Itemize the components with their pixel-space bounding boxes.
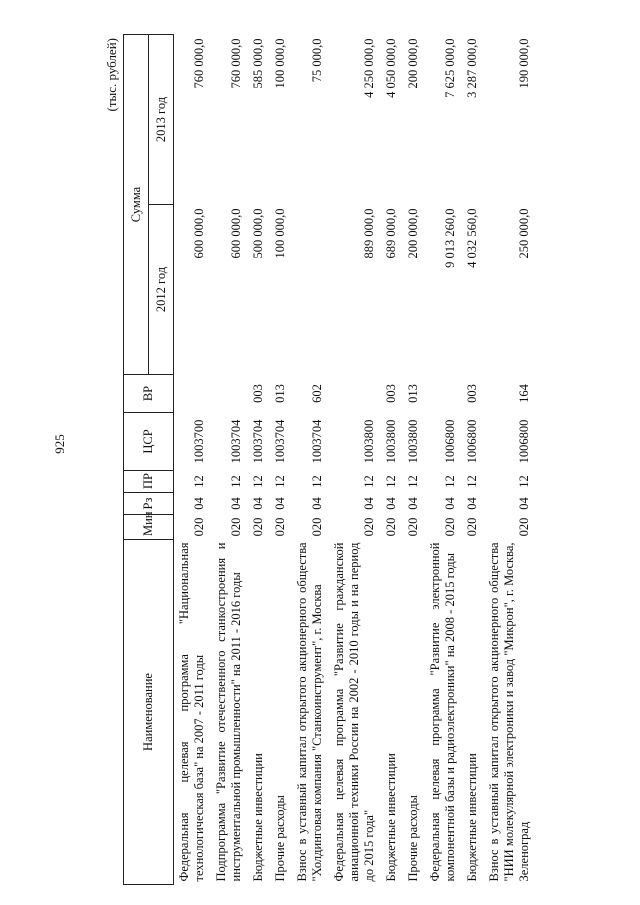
row-rz: 04	[229, 497, 243, 510]
header-min: Мин	[124, 515, 174, 540]
row-pr: 12	[384, 475, 398, 488]
row-name: Бюджетные инвестиции	[251, 753, 265, 882]
row-pr: 12	[229, 475, 243, 488]
row-name: Федеральная целевая программа "Развитие электронной компонентной базы и радиоэлектроники" на 2008 - 2015 годы	[428, 542, 457, 882]
row-amount-2012	[292, 205, 329, 375]
row-amount-2013: 760 000,0	[192, 38, 206, 89]
row-min: 020	[251, 517, 265, 537]
row-amount-2013: 4 250 000,0	[362, 38, 376, 98]
row-csr: 1003704	[251, 419, 265, 464]
row-csr: 1003800	[406, 419, 420, 464]
row-amount-2013: 585 000,0	[251, 38, 265, 89]
row-csr: 1006800	[443, 419, 457, 464]
row-amount-2013: 100 000,0	[273, 38, 287, 89]
header-year-2012: 2012 год	[149, 205, 174, 375]
row-rz: 04	[465, 497, 479, 510]
row-amount-2012: 500 000,0	[251, 208, 265, 259]
row-name: Взнос в уставный капитал открытого акционерного общества "Холдинговая компания "Станкоинструмент", г. Москва	[295, 542, 324, 882]
row-csr: 1003800	[362, 419, 376, 464]
row-amount-2012: 600 000,0	[229, 208, 243, 259]
row-amount-2012: 9 013 260,0	[443, 208, 457, 268]
row-rz: 04	[443, 497, 457, 510]
table-row	[211, 35, 248, 885]
row-amount-2013: 200 000,0	[406, 38, 420, 89]
row-pr: 12	[192, 475, 206, 488]
header-rz: Рз	[124, 493, 174, 515]
row-min: 020	[465, 517, 479, 537]
table-row	[292, 35, 329, 885]
row-rz: 04	[517, 497, 531, 510]
row-amount-2013: 760 000,0	[229, 38, 243, 89]
row-name: Федеральная целевая программа "Развитие гражданской авиационной техники России на 2002 - 2010 годы и на период до 2015 года"	[332, 542, 376, 882]
table-row	[403, 35, 425, 885]
header-sum: Сумма	[124, 35, 149, 375]
page-number: 925	[52, 434, 67, 454]
row-pr: 12	[517, 475, 531, 488]
row-min: 020	[192, 517, 206, 537]
row-amount-2013: 75 000,0	[310, 38, 324, 83]
row-min: 020	[406, 517, 420, 537]
header-year-2013: 2013 год	[149, 35, 174, 205]
row-name: Взнос в уставный капитал открытого акционерного общества "НИИ молекулярной электроники и завод "Микрон", г. Москва, Зеленоград	[487, 542, 531, 882]
row-csr: 1006800	[517, 419, 531, 464]
row-pr: 12	[310, 475, 324, 488]
row-name: Бюджетные инвестиции	[465, 753, 479, 882]
row-name: Бюджетные инвестиции	[384, 753, 398, 882]
row-amount-2012: 100 000,0	[273, 208, 287, 259]
row-min: 020	[517, 517, 531, 537]
table-row	[270, 35, 292, 885]
header-name: Наименование	[124, 540, 174, 885]
row-name: Федеральная целевая программа "Национальная технологическая база" на 2007 - 2011 годы	[177, 542, 206, 882]
row-pr: 12	[443, 475, 457, 488]
table-row	[462, 35, 484, 885]
row-vr: 003	[384, 384, 398, 403]
row-amount-2012: 200 000,0	[406, 208, 420, 259]
row-amount-2012: 689 000,0	[384, 208, 398, 259]
row-vr	[425, 375, 462, 413]
row-vr: 164	[517, 384, 531, 403]
row-pr: 12	[406, 475, 420, 488]
units-note: (тыс. рублей)	[104, 38, 119, 112]
row-rz: 04	[273, 497, 287, 510]
header-csr: ЦСР	[124, 413, 174, 471]
row-min: 020	[273, 517, 287, 537]
header-vr: ВР	[124, 375, 174, 413]
row-amount-2012: 250 000,0	[517, 208, 531, 259]
row-csr: 1006800	[465, 419, 479, 464]
row-vr	[174, 375, 212, 413]
row-pr: 12	[273, 475, 287, 488]
table-row	[248, 35, 270, 885]
rotated-page-content	[105, 35, 560, 885]
row-rz: 04	[384, 497, 398, 510]
row-min: 020	[362, 517, 376, 537]
row-vr: 003	[251, 384, 265, 403]
row-vr: 013	[273, 384, 287, 403]
row-csr: 1003704	[310, 419, 324, 464]
table-header	[124, 35, 174, 885]
row-pr: 12	[362, 475, 376, 488]
row-rz: 04	[310, 497, 324, 510]
row-pr: 12	[465, 475, 479, 488]
row-rz: 04	[192, 497, 206, 510]
row-amount-2013: 190 000,0	[517, 38, 531, 89]
row-rz: 04	[251, 497, 265, 510]
row-csr: 1003700	[192, 419, 206, 464]
row-min: 020	[384, 517, 398, 537]
row-rz: 04	[362, 497, 376, 510]
row-amount-2013: 7 625 000,0	[443, 38, 457, 98]
row-csr: 1003704	[273, 419, 287, 464]
row-vr	[211, 375, 248, 413]
row-min: 020	[310, 517, 324, 537]
table-row	[381, 35, 403, 885]
row-min: 020	[229, 517, 243, 537]
row-pr: 12	[251, 475, 265, 488]
row-amount-2013: 3 287 000,0	[465, 38, 479, 98]
row-csr: 1003704	[229, 419, 243, 464]
row-name: Прочие расходы	[406, 795, 420, 882]
row-csr: 1003800	[384, 419, 398, 464]
row-vr: 602	[310, 384, 324, 403]
table-row	[425, 35, 462, 885]
row-min: 020	[443, 517, 457, 537]
table-row	[484, 35, 536, 885]
budget-table	[123, 34, 536, 885]
row-amount-2012: 600 000,0	[192, 208, 206, 259]
row-name: Прочие расходы	[273, 795, 287, 882]
row-amount-2013: 4 050 000,0	[384, 38, 398, 98]
table-body	[174, 35, 537, 885]
row-rz: 04	[406, 497, 420, 510]
row-name: Подпрограмма "Развитие отечественного станкостроения и инструментальной промышленности" на 2011 - 2016 годы	[214, 542, 243, 882]
row-vr	[329, 375, 381, 413]
table-row	[329, 35, 381, 885]
row-vr: 013	[406, 384, 420, 403]
row-vr: 003	[465, 384, 479, 403]
row-amount-2012: 889 000,0	[362, 208, 376, 259]
table-row	[174, 35, 212, 885]
row-amount-2012: 4 032 560,0	[465, 208, 479, 268]
header-pr: ПР	[124, 471, 174, 493]
